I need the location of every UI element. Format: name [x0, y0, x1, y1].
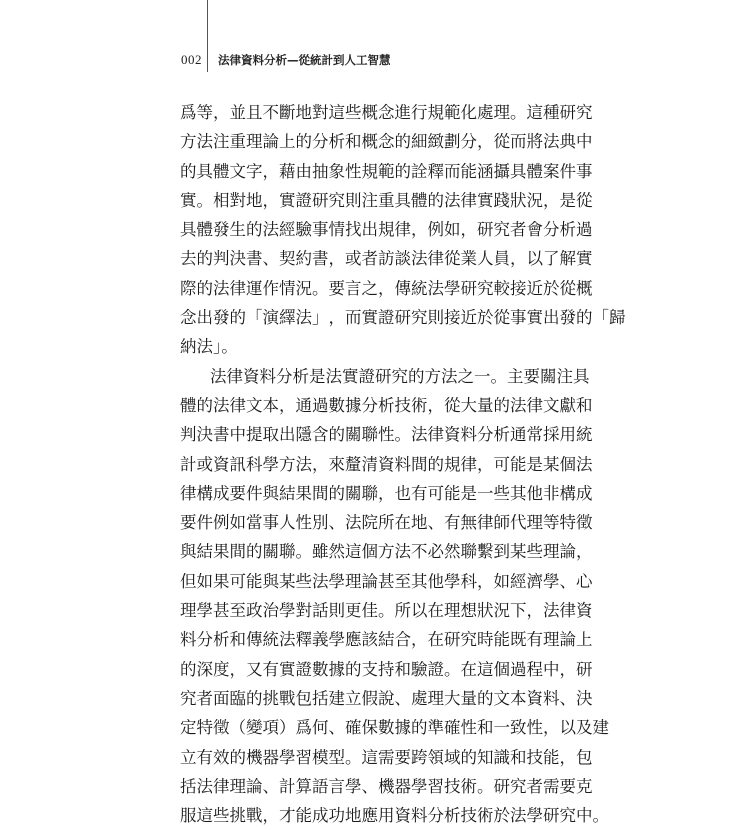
paragraph	[180, 362, 609, 830]
text-line: 實 。 相 對 地 ， 實 證 研 究 則 注 重 具 體 的 法 律 實 踐 狀 況 ， 是 從	[180, 190, 593, 210]
paragraph	[180, 98, 626, 362]
text-line: 的 具 體 文 字 ， 藉 由 抽 象 性 規 範 的 詮 釋 而 能 涵 攝 具 體 案 件 事	[180, 161, 593, 181]
text-line: 念 出 發 的 「 演 繹 法 」 ， 而 實 證 研 究 則 接 近 於 從 事 實 出 發 的 「 歸	[180, 308, 626, 328]
text-line: 具 體 發 生 的 法 經 驗 事 情 找 出 規 律 ， 例 如 ， 研 究 者 會 分 析 過	[180, 220, 593, 240]
text-line: 體 的 法 律 文 本 ， 通 過 數 據 分 析 技 術 ， 從 大 量 的 法 律 文 獻 和	[180, 395, 593, 415]
text-line: 服這些挑戰，才能成功地應用資料分析技術於法學研究中。	[180, 806, 609, 826]
text-line: 定 特 徵 （ 變 項 ） 爲 何 、 確 保 數 據 的 準 確 性 和 一 致 性 ， 以 及 建	[180, 718, 609, 738]
text-line: 但 如 果 可 能 與 某 些 法 學 理 論 甚 至 其 他 學 科 ， 如 經 濟 學 、 心	[180, 571, 593, 591]
text-line: 括 法 律 理 論 、 計 算 語 言 學 、 機 器 學 習 技 術 。 研 究 者 需 要 克	[180, 776, 593, 796]
text-line: 的 深 度 ， 又 有 實 證 數 據 的 支 持 和 驗 證 。 在 這 個 過 程 中 ， 研	[180, 659, 593, 679]
text-line: 法 律 資 料 分 析 是 法 實 證 研 究 的 方 法 之 一 。 主 要 關 注 具	[210, 366, 590, 386]
text-line: 要 件 例 如 當 事 人 性 別 、 法 院 所 在 地 、 有 無 律 師 代 理 等 特 徵	[180, 513, 593, 533]
book-title: 法律資料分析—從統計到人工智慧	[218, 53, 391, 67]
text-line: 料 分 析 和 傳 統 法 釋 義 學 應 該 結 合 ， 在 研 究 時 能 既 有 理 論 上	[180, 630, 593, 650]
text-line: 理 學 甚 至 政 治 學 對 話 則 更 佳 。 所 以 在 理 想 狀 況 下 ， 法 律 資	[180, 601, 593, 621]
page-number: 002	[181, 52, 202, 67]
text-line: 立 有 效 的 機 器 學 習 模 型 。 這 需 要 跨 領 域 的 知 識 和 技 能 ， 包	[180, 747, 593, 767]
running-head	[181, 50, 391, 70]
text-line: 爲 等 ， 並 且 不 斷 地 對 這 些 概 念 進 行 規 範 化 處 理 。 這 種 研 究	[180, 103, 593, 122]
text-line: 計 或 資 訊 科 學 方 法 ， 來 釐 清 資 料 間 的 規 律 ， 可 能 是 某 個 法	[180, 454, 593, 474]
text-line: 與 結 果 間 的 關 聯 。 雖 然 這 個 方 法 不 必 然 聯 繫 到 某 些 理 論 ，	[180, 542, 593, 562]
text-line: 納法」。	[180, 337, 238, 357]
text-line: 律 構 成 要 件 與 結 果 間 的 關 聯 ， 也 有 可 能 是 一 些 其 他 非 構 成	[180, 483, 593, 503]
text-line: 際 的 法 律 運 作 情 況 。 要 言 之 ， 傳 統 法 學 研 究 較 接 近 於 從 概	[180, 278, 593, 298]
body-text	[180, 98, 626, 830]
text-line: 方 法 注 重 理 論 上 的 分 析 和 概 念 的 細 緻 劃 分 ， 從 而 將 法 典 中	[180, 132, 593, 152]
text-line: 去 的 判 決 書 、 契 約 書 ， 或 者 訪 談 法 律 從 業 人 員 ， 以 了 解 實	[180, 249, 593, 269]
text-line: 判 決 書 中 提 取 出 隱 含 的 關 聯 性 。 法 律 資 料 分 析 通 常 採 用 統	[180, 425, 593, 445]
text-line: 究 者 面 臨 的 挑 戰 包 括 建 立 假 說 、 處 理 大 量 的 文 本 資 料 、 決	[180, 688, 593, 708]
